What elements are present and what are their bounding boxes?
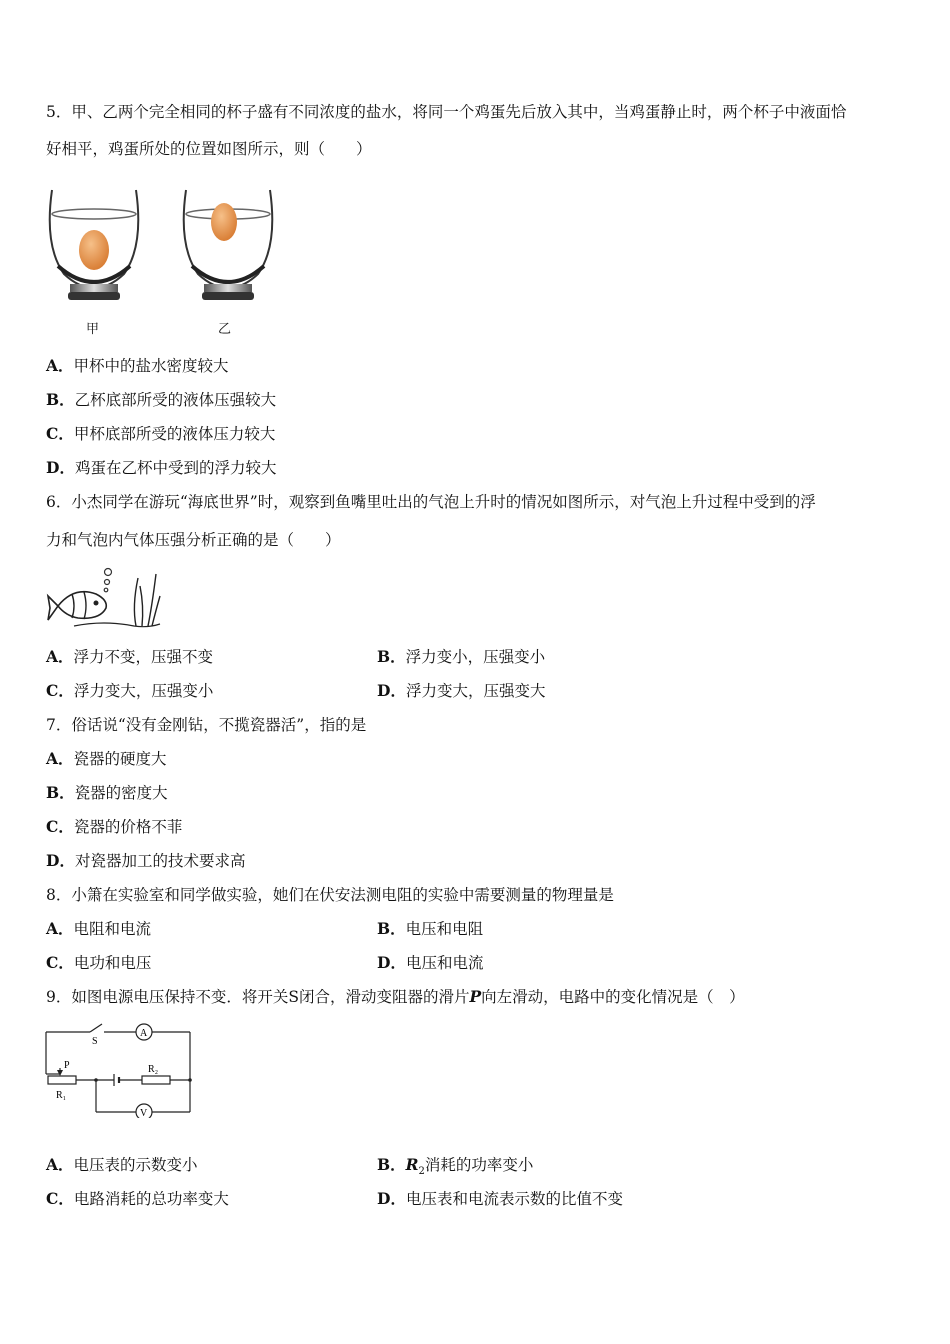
glass-yi: [184, 190, 273, 300]
q9-option-a[interactable]: A．电压表的示数变小: [46, 1155, 198, 1174]
q6-option-a[interactable]: A．浮力不变，压强不变: [46, 647, 214, 666]
q7-option-a[interactable]: A．瓷器的硬度大: [46, 749, 167, 768]
egg-jia: [79, 230, 109, 270]
q6-option-d[interactable]: D．浮力变大，压强变大: [377, 681, 546, 700]
q6-stem-line1: 6．小杰同学在游玩“海底世界”时，观察到鱼嘴里吐出的气泡上升时的情况如图所示，对气泡上升过程中受到的浮: [46, 493, 816, 511]
circuit-diagram: [42, 1018, 202, 1118]
q8-option-a[interactable]: A．电阻和电流: [46, 919, 152, 938]
q5-stem-line1: 5．甲、乙两个完全相同的杯子盛有不同浓度的盐水，将同一个鸡蛋先后放入其中，当鸡蛋静止时，两个杯子中液面恰: [46, 103, 847, 121]
label-v: V: [140, 1108, 148, 1118]
q9-stem: 9．如图电源电压保持不变．将开关S闭合，滑动变阻器的滑片P向左滑动，电路中的变化情况是（ ）: [46, 987, 745, 1006]
q9-option-b[interactable]: B．$R_2$消耗的功率变小: [377, 1155, 534, 1178]
q5-option-a[interactable]: A．甲杯中的盐水密度较大: [46, 356, 229, 375]
q7-option-d[interactable]: D．对瓷器加工的技术要求高: [46, 851, 246, 870]
q5-stem-line2: 好相平，鸡蛋所处的位置如图所示，则（ ）: [46, 140, 372, 158]
q8-option-c[interactable]: C．电功和电压: [46, 953, 152, 972]
label-r2: R₂: [148, 1064, 159, 1075]
label-r1: R₁: [56, 1090, 67, 1101]
q6-stem-line2: 力和气泡内气体压强分析正确的是（ ）: [46, 531, 341, 549]
q6-option-b[interactable]: B．浮力变小，压强变小: [377, 647, 546, 666]
fish-figure: [44, 566, 164, 636]
label-s: S: [92, 1036, 98, 1047]
egg-yi: [211, 203, 237, 241]
caption-jia: 甲: [86, 322, 100, 337]
q8-option-d[interactable]: D．电压和电流: [377, 953, 484, 972]
q7-stem: 7．俗话说“没有金刚钻，不揽瓷器活”，指的是: [46, 716, 367, 734]
label-a: A: [140, 1028, 148, 1039]
q5-option-b[interactable]: B．乙杯底部所受的液体压强较大: [46, 390, 277, 409]
glass-jia: [50, 190, 139, 300]
q9-option-d[interactable]: D．电压表和电流表示数的比值不变: [377, 1189, 623, 1208]
q8-stem: 8．小箫在实验室和同学做实验，她们在伏安法测电阻的实验中需要测量的物理量是: [46, 886, 614, 904]
q7-option-c[interactable]: C．瓷器的价格不菲: [46, 817, 183, 836]
q6-option-c[interactable]: C．浮力变大，压强变小: [46, 681, 214, 700]
q5-option-c[interactable]: C．甲杯底部所受的液体压力较大: [46, 424, 276, 443]
glasses-figure: [44, 186, 284, 316]
q9-option-c[interactable]: C．电路消耗的总功率变大: [46, 1189, 229, 1208]
label-p: P: [64, 1060, 70, 1071]
caption-yi: 乙: [218, 322, 232, 337]
q5-option-d[interactable]: D．鸡蛋在乙杯中受到的浮力较大: [46, 458, 277, 477]
q7-option-b[interactable]: B．瓷器的密度大: [46, 783, 168, 802]
q8-option-b[interactable]: B．电压和电阻: [377, 919, 484, 938]
